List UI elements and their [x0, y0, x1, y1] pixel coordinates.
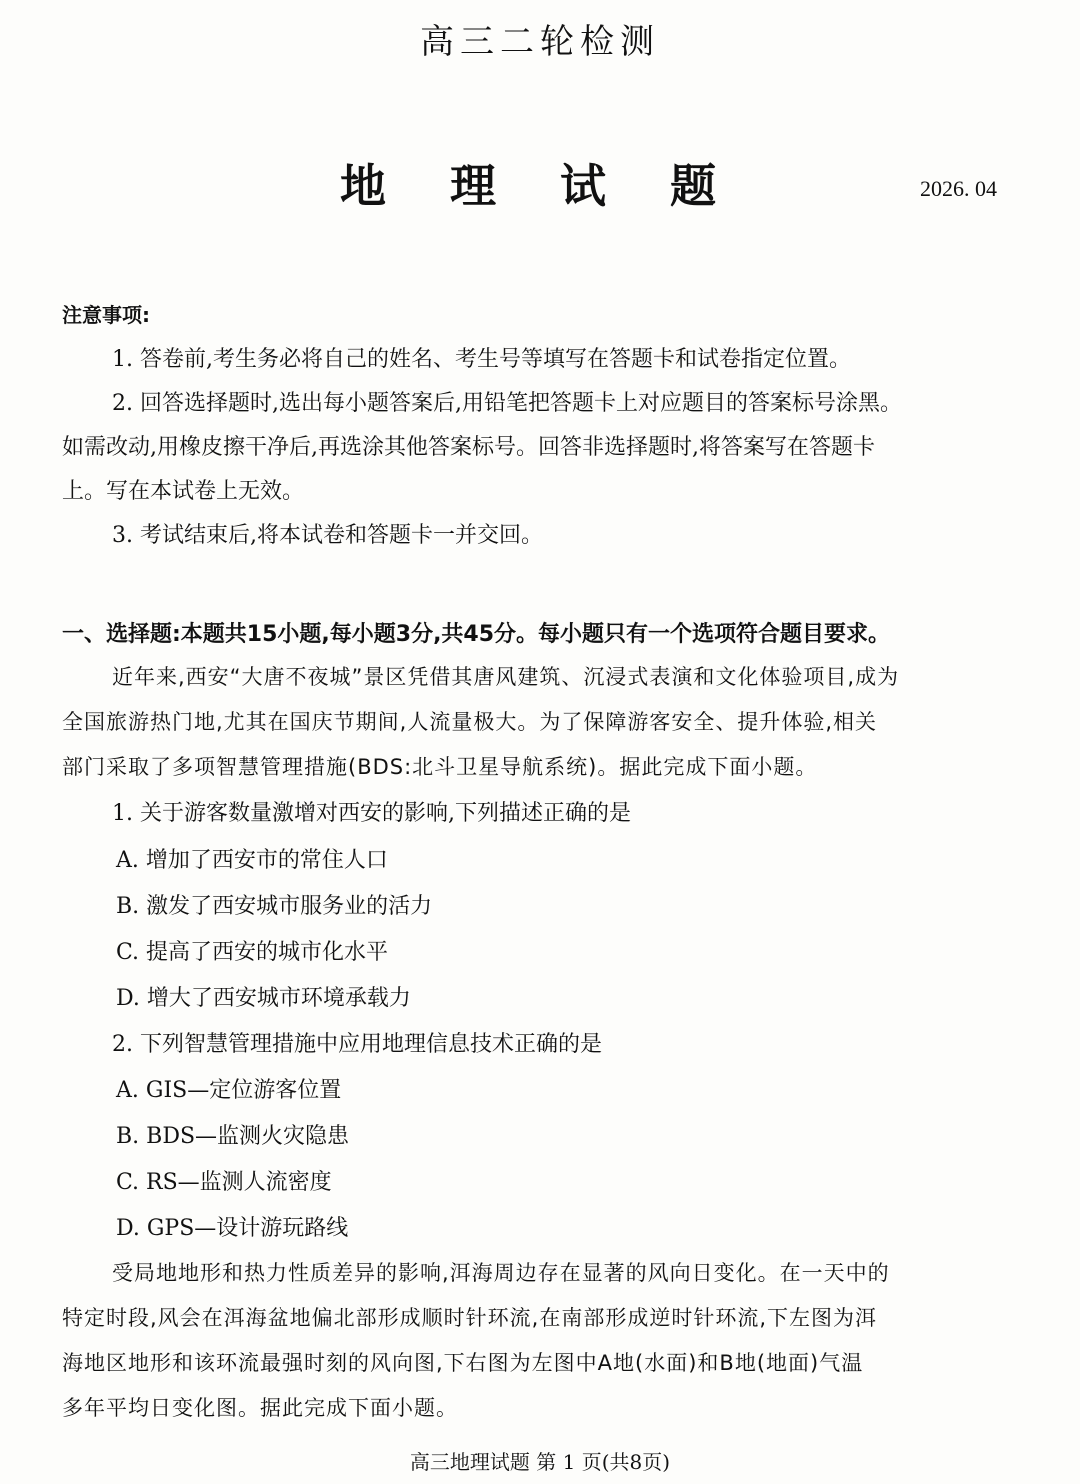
passage1-line-2: 全国旅游热门地,尤其在国庆节期间,人流量极大。为了保障游客安全、提升体验,相关: [62, 710, 878, 734]
notice-line-4: 上。写在本试卷上无效。: [62, 479, 305, 504]
question-1-option-a: A. 增加了西安市的常住人口: [116, 848, 388, 873]
question-2-option-b: B. BDS—监测火灾隐患: [116, 1124, 350, 1149]
passage2-line-2: 特定时段,风会在洱海盆地偏北部形成顺时针环流,在南部形成逆时针环流,下左图为洱: [62, 1306, 878, 1330]
question-1-option-d: D. 增大了西安城市环境承载力: [116, 986, 411, 1011]
page-footer: 高三地理试题 第 1 页(共8页): [409, 1450, 671, 1474]
notice-heading: 注意事项:: [62, 303, 150, 327]
passage2-line-1: 受局地地形和热力性质差异的影响,洱海周边存在显著的风向日变化。在一天中的: [112, 1261, 890, 1285]
exam-date: 2026. 04: [920, 176, 997, 201]
notice-line-2: 2. 回答选择题时,选出每小题答案后,用铅笔把答题卡上对应题目的答案标号涂黑。: [112, 391, 902, 416]
question-2-option-a: A. GIS—定位游客位置: [116, 1078, 342, 1103]
question-2-option-c: C. RS—监测人流密度: [116, 1170, 332, 1195]
exam-title: 地 理 试 题: [339, 159, 741, 213]
question-2-stem: 2. 下列智慧管理措施中应用地理信息技术正确的是: [112, 1032, 602, 1057]
passage1-line-3: 部门采取了多项智慧管理措施(BDS:北斗卫星导航系统)。据此完成下面小题。: [62, 755, 818, 779]
passage2-line-3: 海地区地形和该环流最强时刻的风向图,下右图为左图中A地(水面)和B地(地面)气温: [62, 1351, 864, 1375]
question-1-option-c: C. 提高了西安的城市化水平: [116, 940, 389, 965]
question-1-stem: 1. 关于游客数量激增对西安的影响,下列描述正确的是: [112, 801, 631, 826]
passage1-line-1: 近年来,西安“大唐不夜城”景区凭借其唐风建筑、沉浸式表演和文化体验项目,成为: [112, 665, 900, 689]
passage2-line-4: 多年平均日变化图。据此完成下面小题。: [62, 1396, 458, 1420]
section-heading: 一、选择题:本题共15小题,每小题3分,共45分。每小题只有一个选项符合题目要求。: [62, 622, 891, 647]
notice-line-5: 3. 考试结束后,将本试卷和答题卡一并交回。: [112, 523, 543, 548]
notice-line-1: 1. 答卷前,考生务必将自己的姓名、考生号等填写在答题卡和试卷指定位置。: [112, 347, 851, 372]
question-2-option-d: D. GPS—设计游玩路线: [116, 1216, 349, 1241]
question-1-option-b: B. 激发了西安城市服务业的活力: [116, 894, 433, 919]
notice-line-3: 如需改动,用橡皮擦干净后,再选涂其他答案标号。回答非选择题时,将答案写在答题卡: [62, 435, 875, 460]
header-title: 高三二轮检测: [420, 22, 660, 62]
